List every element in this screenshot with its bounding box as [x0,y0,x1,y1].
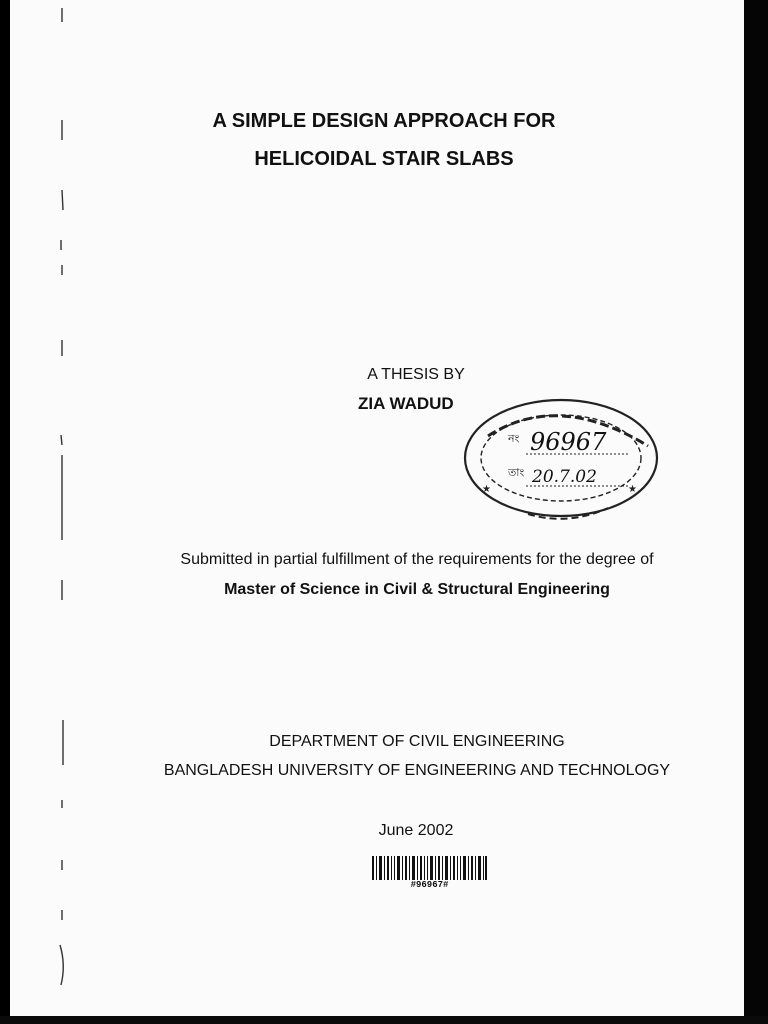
degree-name: Master of Science in Civil & Structural Engineering [224,581,610,598]
byline-prefix: A THESIS BY [367,366,465,383]
svg-text:★: ★ [628,484,637,495]
svg-text:★: ★ [482,484,491,495]
stamp-date: 20.7.02 [532,467,597,487]
barcode-image [372,856,487,880]
stamp-accession-number: 96967 [530,428,607,456]
svg-text:তাং: তাং [508,466,525,479]
author-name: ZIA WADUD [358,394,454,413]
submission-statement: Submitted in partial fulfillment of the requirements for the degree of [180,551,654,568]
submission-date: June 2002 [378,822,454,839]
scan-edge-bottom [0,1016,768,1024]
thesis-title-line-1: A SIMPLE DESIGN APPROACH FOR [212,110,556,132]
svg-text:নং: নং [508,432,520,445]
university-name: BANGLADESH UNIVERSITY OF ENGINEERING AND TECHNOLOGY [163,762,671,779]
department-name: DEPARTMENT OF CIVIL ENGINEERING [269,733,565,750]
barcode-number: #96967# [410,880,449,890]
library-stamp [458,396,664,536]
thesis-title-line-2: HELICOIDAL STAIR SLABS [254,148,514,170]
